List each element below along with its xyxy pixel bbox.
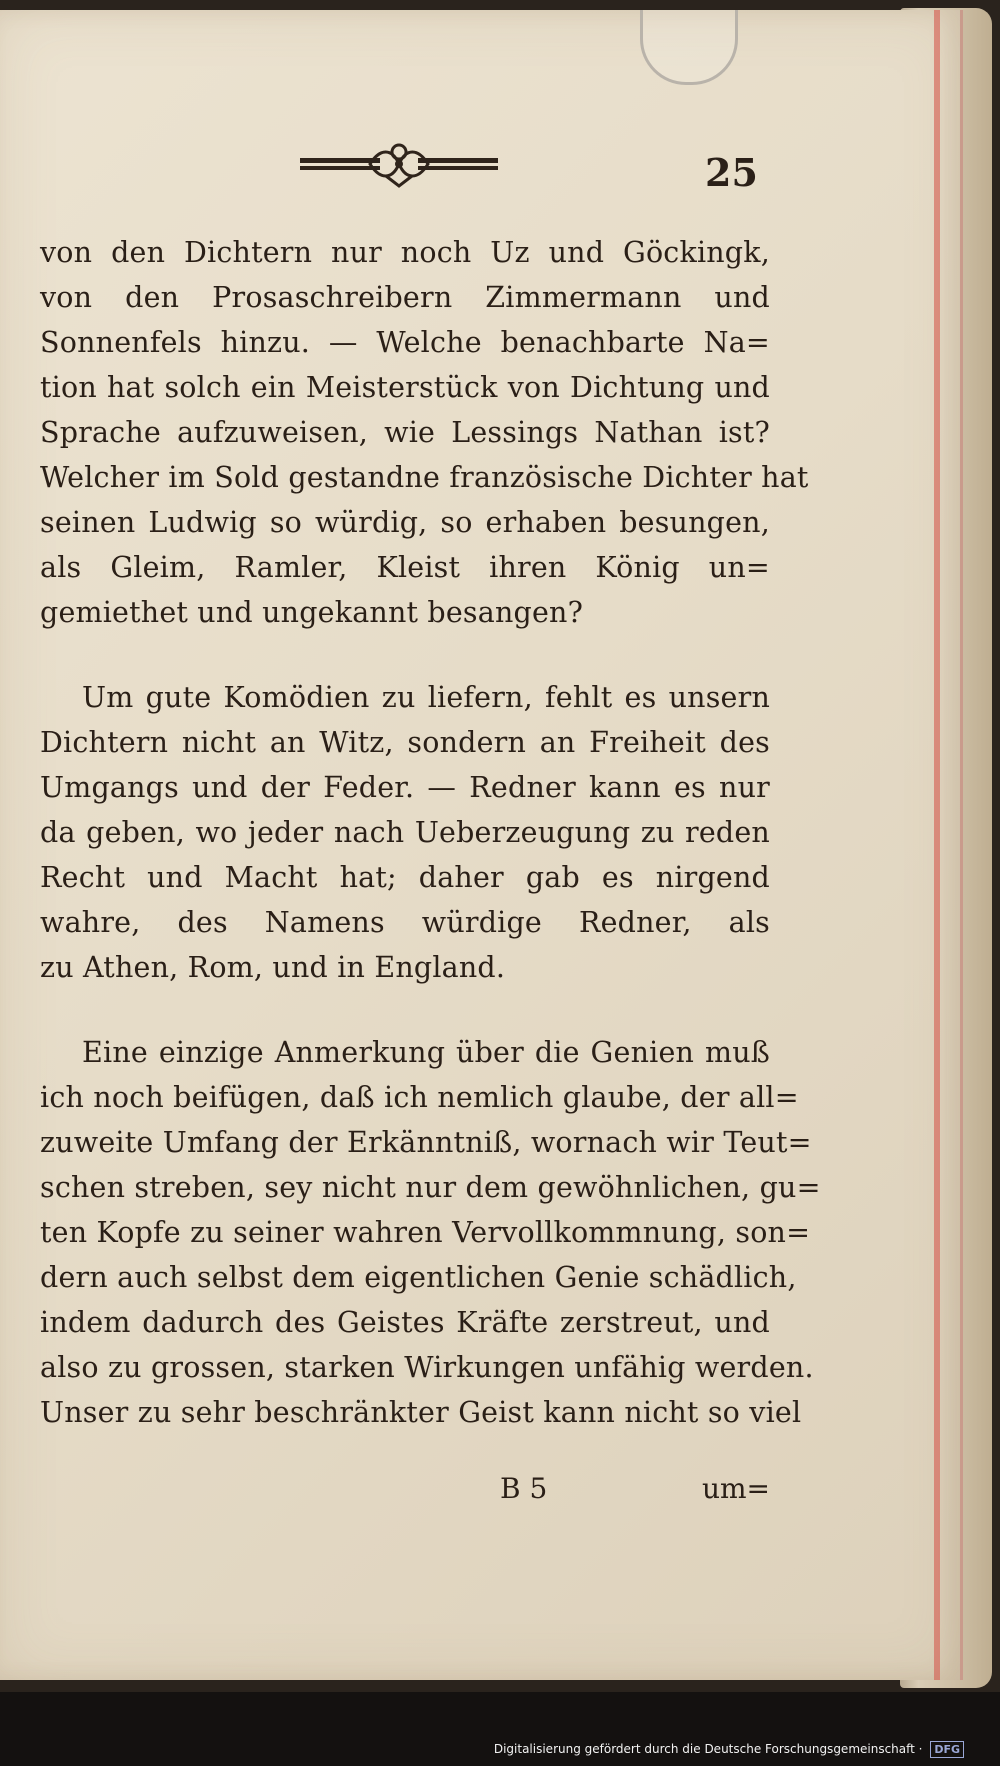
digitization-credit bbox=[494, 1741, 964, 1758]
text-line: zuweite Umfang der Erkänntniß, wornach wir Teut= bbox=[40, 1126, 812, 1159]
text-line: Dichtern nicht an Witz, sondern an Freiheit des bbox=[40, 726, 770, 759]
text-line: Um gute Komödien zu liefern, fehlt es unsern bbox=[82, 681, 770, 714]
text-line: Eine einzige Anmerkung über die Genien muß bbox=[82, 1036, 770, 1069]
text-line: also zu grossen, starken Wirkungen unfähig werden. bbox=[40, 1351, 814, 1384]
text-line: von den Dichtern nur noch Uz und Göckingk, bbox=[40, 236, 770, 269]
catchword: um= bbox=[701, 1472, 770, 1505]
text-line: von den Prosaschreibern Zimmermann und bbox=[40, 281, 770, 314]
text-line: tion hat solch ein Meisterstück von Dichtung und bbox=[40, 371, 770, 404]
decorative-scroll-ornament-icon bbox=[300, 142, 498, 190]
text-line: da geben, wo jeder nach Ueberzeugung zu reden bbox=[40, 816, 770, 849]
signature-mark: B 5 bbox=[500, 1472, 548, 1505]
book-page bbox=[0, 10, 963, 1680]
text-line: Welcher im Sold gestandne französische Dichter hat bbox=[40, 461, 809, 494]
paragraph-2 bbox=[40, 675, 770, 990]
credit-text: Digitalisierung gefördert durch die Deutsche Forschungsgemeinschaft · bbox=[493, 1742, 923, 1756]
dfg-logo-icon: DFG bbox=[930, 1741, 964, 1758]
page-footer bbox=[40, 1472, 770, 1516]
page-number: 25 bbox=[705, 150, 758, 195]
text-line: seinen Ludwig so würdig, so erhaben besungen, bbox=[40, 506, 770, 539]
text-line: wahre, des Namens würdige Redner, als bbox=[40, 906, 770, 939]
text-line: ich noch beifügen, daß ich nemlich glaube, der all= bbox=[40, 1081, 799, 1114]
page-clip bbox=[640, 10, 738, 85]
text-line: indem dadurch des Geistes Kräfte zerstreut, und bbox=[40, 1306, 770, 1339]
text-line: schen streben, sey nicht nur dem gewöhnlichen, gu= bbox=[40, 1171, 821, 1204]
text-line: dern auch selbst dem eigentlichen Genie schädlich, bbox=[40, 1261, 797, 1294]
text-line: zu Athen, Rom, und in England. bbox=[40, 951, 506, 984]
paragraph-gap bbox=[40, 990, 770, 1030]
body-text bbox=[40, 230, 821, 1435]
text-line: Sprache aufzuweisen, wie Lessings Nathan ist? bbox=[40, 416, 770, 449]
scan-bottom-bar bbox=[0, 1692, 1000, 1766]
text-line: Recht und Macht hat; daher gab es nirgend bbox=[40, 861, 770, 894]
text-line: Unser zu sehr beschränkter Geist kann nicht so viel bbox=[40, 1396, 802, 1429]
text-line: ten Kopfe zu seiner wahren Vervollkommnung, son= bbox=[40, 1216, 811, 1249]
text-line: Sonnenfels hinzu. — Welche benachbarte Na= bbox=[40, 326, 770, 359]
text-line: Umgangs und der Feder. — Redner kann es nur bbox=[40, 771, 770, 804]
paragraph-gap bbox=[40, 635, 770, 675]
text-line: als Gleim, Ramler, Kleist ihren König un= bbox=[40, 551, 770, 584]
paragraph-1 bbox=[40, 230, 809, 635]
text-line: gemiethet und ungekannt besangen? bbox=[40, 596, 584, 629]
paragraph-3 bbox=[40, 1030, 821, 1435]
